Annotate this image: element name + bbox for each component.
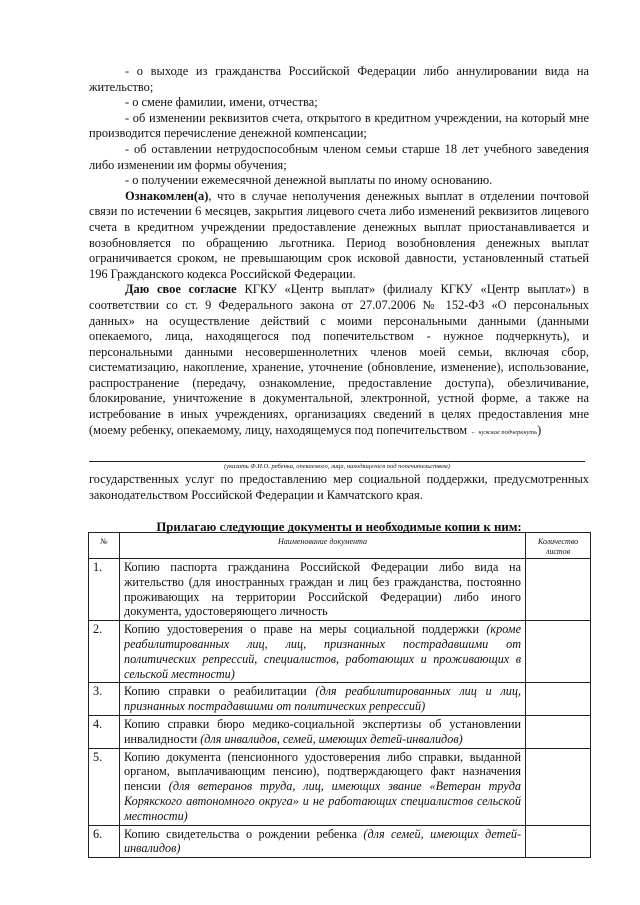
services-paragraph: [89, 472, 589, 503]
table-row: [89, 748, 591, 825]
column-sheet-count: Количество листов: [526, 533, 591, 559]
row-number: 4.: [89, 715, 120, 748]
paragraph-consent: [89, 282, 589, 440]
paragraph-name-change: - о смене фамилии, имени, отчества;: [125, 95, 318, 110]
name-entry-caption: (указать Ф.И.О. ребенка, опекаемого, лица, находящегося под попечительством): [224, 463, 450, 470]
column-document-name: Наименование документа: [120, 533, 526, 559]
row-document-note: (кроме реабилитированных лиц, лиц, признанных пострадавшими от политических репрессий, специалистов, работающих и проживающих в сельской местности): [124, 622, 521, 681]
table-row: [89, 683, 591, 716]
row-document-note: (для инвалидов, семей, имеющих детей-инвалидов): [200, 731, 463, 746]
row-document-note: (для семей, имеющих детей-инвалидов): [124, 826, 522, 856]
row-document-note: (для ветеранов труда, лиц, имеющих звание «Ветеран труда Корякского автономного округа» и не работающих специалистов сельской местности): [124, 779, 521, 823]
documents-table: [88, 532, 591, 858]
row-number: 6.: [89, 825, 120, 858]
row-document: [120, 683, 526, 716]
underline-note: ← нужное подчеркнуть: [470, 428, 538, 436]
row-document: [120, 748, 526, 825]
row-number: 3.: [89, 683, 120, 716]
row-sheet-count[interactable]: [526, 559, 591, 621]
consent-label: Даю свое согласие: [125, 282, 237, 297]
paragraph-services: государственных услуг по предоставлению мер социальной поддержки, предусмотренных законодательством Российской Федерации и Камчатского края.: [89, 472, 589, 502]
row-document: [120, 715, 526, 748]
table-row: [89, 559, 591, 621]
acknowledged-text: , что в случае неполучения денежных выплат в отделении почтовой связи по истечении 6 месяцев, закрытия лицевого счета либо изменений реквизитов лицевого счета в кредитном учреждении предоставление денежных выплат приостанавливается и возобновляется по обращению льготника. Период возобновления денежных выплат ограничивается сроком, не превышающим срок исковой давности, установленный статьей 196 Гражданского кодекса Российской Федерации.: [89, 188, 589, 281]
row-sheet-count[interactable]: [526, 825, 591, 858]
row-document-text: Копию удостоверения о праве на меры социальной поддержки: [124, 622, 487, 637]
notification-list: [89, 64, 589, 440]
row-document: [120, 559, 526, 621]
row-document-text: Копию справки о реабилитации: [124, 684, 316, 699]
row-sheet-count[interactable]: [526, 748, 591, 825]
paragraph-education: - об оставлении нетрудоспособным членом семьи старше 18 лет учебного заведения либо изменении им формы обучения;: [89, 141, 589, 172]
row-document-text: Копию документа (пенсионного удостоверения либо справки, выданной органом, выплачивающим пенсию), подтверждающего факт назначения пенсии: [124, 749, 521, 794]
paragraph-citizenship: - о выходе из гражданства Российской Федерации либо аннулировании вида на жительство;: [89, 64, 589, 94]
column-number: №: [89, 533, 120, 559]
documents-heading: Прилагаю следующие документы и необходимые копии к ним:: [156, 520, 522, 534]
row-document-text: Копию свидетельства о рождении ребенка: [124, 826, 364, 841]
name-entry-line[interactable]: [89, 461, 585, 462]
row-number: 5.: [89, 748, 120, 825]
row-document-text: Копию паспорта гражданина Российской Федерации либо вида на жительство (для иностранных граждан и лиц без гражданства, постоянно проживающих на территории Российской Федерации) либо иного документа, удостоверяющего личность: [124, 560, 521, 619]
row-number: 1.: [89, 559, 120, 621]
row-number: 2.: [89, 621, 120, 683]
row-sheet-count[interactable]: [526, 683, 591, 716]
row-document: [120, 825, 526, 858]
row-document-text: Копию справки бюро медико-социальной экспертизы об установлении инвалидности: [124, 716, 521, 746]
row-sheet-count[interactable]: [526, 715, 591, 748]
table-row: [89, 621, 591, 683]
paragraph-bank-details: - об изменении реквизитов счета, открытого в кредитном учреждении, на который мне производится перечисление денежной компенсации;: [89, 110, 589, 141]
paragraph-other-basis: - о получении ежемесячной денежной выплаты по иному основанию.: [125, 173, 493, 188]
table-row: [89, 825, 591, 858]
paragraph-acknowledged: [89, 189, 589, 283]
row-document-note: (для реабилитированных лиц и лиц, признанных пострадавшими от политических репрессий): [124, 684, 521, 714]
row-document: [120, 621, 526, 683]
table-header-row: [89, 533, 591, 559]
acknowledged-label: Ознакомлен(а): [125, 188, 209, 203]
consent-close: ): [537, 422, 542, 437]
row-sheet-count[interactable]: [526, 621, 591, 683]
consent-text: КГКУ «Центр выплат» (филиалу КГКУ «Центр выплат») в соответствии со ст. 9 Федерального закона от 27.07.2006 № 152-ФЗ «О персональных данных» на осуществление действий с моими персональными данными (данными опекаемого, лица, находящегося под попечительством - нужное подчеркнуть), и персональными данными несовершеннолетних членов моей семьи, включая сбор, систематизацию, накопление, хранение, уточнение (обновление, изменение), использование, распространение (передачу, ознакомление, предоставление доступа), обезличивание, блокирование, уничтожение в документальной, электронной, устной форме, а также на истребование в иных учреждениях, организациях сведений в целях предоставления мне (моему ребенку, опекаемому, лицу, находящемуся под попечительством: [89, 282, 589, 437]
table-row: [89, 715, 591, 748]
